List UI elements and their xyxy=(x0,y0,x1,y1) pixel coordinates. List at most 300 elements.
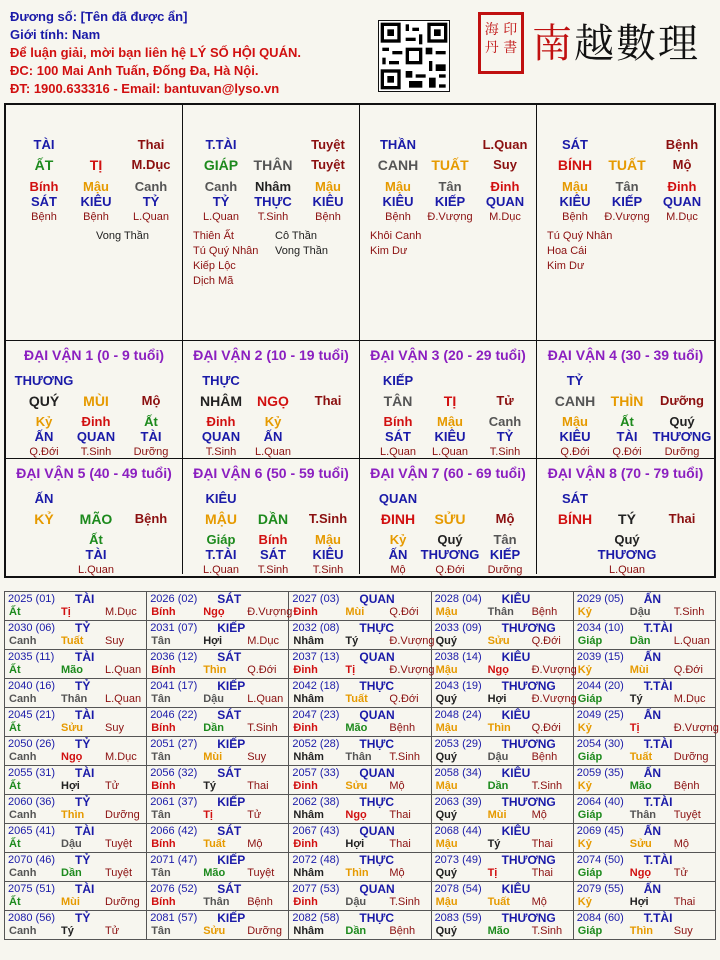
header-info xyxy=(10,8,301,98)
year-ten-god: THỰC xyxy=(359,911,394,925)
year-ten-god: THƯƠNG xyxy=(501,737,556,751)
year-stem: Đinh xyxy=(293,780,318,792)
palace-hidden-god-cell: SÁT xyxy=(31,194,57,209)
dv-hidden-stem-cell: Quý xyxy=(669,414,695,429)
year-label: 2035 (11) xyxy=(8,651,55,663)
dv-stem-branch-cell: MẬU xyxy=(205,511,237,527)
year-label: 2051 (27) xyxy=(150,738,198,750)
dv-phase-row xyxy=(183,444,359,460)
year-branch: Dần xyxy=(487,780,509,792)
year-branch: Ngọ xyxy=(61,751,83,763)
year-branch: Mùi xyxy=(629,664,649,676)
year-stem: Quý xyxy=(435,867,457,879)
palace-ten-god-cell: Tuyệt xyxy=(311,137,345,152)
palace-hidden-stem-cell: Mậu xyxy=(83,179,109,194)
year-label: 2048 (24) xyxy=(434,709,482,721)
year-cell xyxy=(5,650,147,679)
year-branch: Tý xyxy=(487,838,501,850)
palace-phase-cell: M.Dục xyxy=(489,211,521,223)
year-stem: Tân xyxy=(151,751,171,763)
dv-hidden-god-cell: SÁT xyxy=(385,429,411,444)
palace-ten-god-cell: SÁT xyxy=(562,137,588,152)
dv-stem-branch-cell: TÂN xyxy=(383,393,413,409)
year-phase: Q.Đới xyxy=(673,664,703,676)
year-label: 2075 (51) xyxy=(8,883,56,895)
year-label: 2066 (42) xyxy=(150,825,198,837)
year-stem: Đinh xyxy=(293,838,318,850)
dv-hidden-god-row xyxy=(6,547,182,563)
year-ten-god: KIẾP xyxy=(217,679,246,693)
year-phase: Tử xyxy=(247,809,262,821)
year-label: 2055 (31) xyxy=(8,767,56,779)
year-label: 2042 (18) xyxy=(292,680,340,692)
dv-ten-god-cell: THƯƠNG xyxy=(14,373,74,388)
year-branch: Hợi xyxy=(629,896,649,908)
year-label: 2059 (35) xyxy=(576,767,624,779)
dv-hidden-god-cell: ẤN xyxy=(34,429,54,444)
dv-ten-god-row xyxy=(360,491,536,507)
year-branch: Sửu xyxy=(487,635,510,647)
year-ten-god: ẤN xyxy=(643,824,662,838)
dv-hidden-god-cell: T.TÀI xyxy=(205,547,237,562)
palace-phase-cell: M.Dục xyxy=(666,211,698,223)
year-branch: Mão xyxy=(203,867,226,879)
year-row xyxy=(5,621,716,650)
year-label: 2032 (08) xyxy=(292,622,340,634)
year-stem: Mậu xyxy=(435,722,458,734)
year-branch: Hợi xyxy=(61,780,80,792)
year-cell xyxy=(573,795,715,824)
dv-phase-cell: Dưỡng xyxy=(487,564,523,576)
year-cell xyxy=(147,882,289,911)
year-phase: Thai xyxy=(247,780,269,792)
dv-ten-god-row xyxy=(537,491,714,507)
year-branch: Mùi xyxy=(487,809,507,821)
year-label: 2038 (14) xyxy=(434,651,482,663)
qr-code-icon[interactable] xyxy=(378,20,450,92)
dv-hidden-stem-row xyxy=(183,532,359,548)
palace-stem-branch-cell: TUẤT xyxy=(431,157,469,173)
year-label: 2052 (28) xyxy=(292,738,340,750)
year-phase: T.Sinh xyxy=(389,751,420,763)
palace-stem-branch-cell: M.Dục xyxy=(131,157,171,172)
palace-hidden-stem-row xyxy=(183,179,359,195)
palace-phase-cell: Đ.Vượng xyxy=(604,211,650,223)
year-stem: Giáp xyxy=(577,635,603,647)
year-label: 2046 (22) xyxy=(150,709,198,721)
palace-ten-god-cell: L.Quan xyxy=(482,137,528,152)
year-phase: Q.Đới xyxy=(389,606,419,618)
year-cell xyxy=(431,679,577,708)
dv-stem-branch-row xyxy=(6,393,182,409)
phone-email[interactable]: ĐT: 1900.633316 - Email: bantuvan@lyso.vn xyxy=(10,81,280,96)
dv-hidden-stem-cell: Bính xyxy=(383,414,413,429)
year-phase: T.Sinh xyxy=(531,925,563,937)
star-label: Tú Quý Nhân xyxy=(547,230,613,242)
palace-hidden-god-row xyxy=(537,194,714,210)
year-label: 2070 (46) xyxy=(8,854,56,866)
palace-hidden-stem-row xyxy=(537,179,714,195)
year-stem: Kỷ xyxy=(577,780,592,792)
dv-stem-branch-cell: NHÂM xyxy=(200,393,242,409)
year-phase: Dưỡng xyxy=(247,925,282,937)
year-ten-god: KIÊU xyxy=(501,824,531,838)
dai-van-title: ĐẠI VẬN 6 (50 - 59 tuổi) xyxy=(193,465,349,481)
year-phase: L.Quan xyxy=(673,635,710,647)
year-branch: Thìn xyxy=(487,722,511,734)
dv-stem-branch-cell: Mộ xyxy=(495,511,515,526)
year-cell xyxy=(431,650,577,679)
star-label: Vong Thần xyxy=(96,230,150,242)
year-branch: Thìn xyxy=(203,664,227,676)
year-stem: Canh xyxy=(9,925,37,937)
year-cell xyxy=(431,795,573,824)
year-phase: Dưỡng xyxy=(673,751,709,763)
year-phase: Q.Đới xyxy=(389,693,419,705)
year-cell xyxy=(289,650,435,679)
brand-logo xyxy=(478,10,713,70)
year-branch: Thìn xyxy=(61,809,85,821)
year-cell xyxy=(289,679,431,708)
brand-title xyxy=(532,12,700,69)
year-stem: Đinh xyxy=(293,664,318,676)
year-phase: M.Dục xyxy=(105,606,137,618)
year-ten-god: TỶ xyxy=(75,679,91,693)
year-phase: T.Sinh xyxy=(389,896,420,908)
year-row xyxy=(5,708,716,737)
year-branch: Tý xyxy=(203,780,217,792)
palace-grid xyxy=(4,103,716,578)
year-ten-god: SÁT xyxy=(217,592,242,606)
dv-stem-branch-cell: Bệnh xyxy=(134,511,168,526)
year-label: 2067 (43) xyxy=(292,825,340,837)
year-cell xyxy=(147,911,289,940)
dv-phase-row xyxy=(6,562,182,578)
year-row xyxy=(5,795,716,824)
year-label: 2058 (34) xyxy=(434,767,482,779)
year-branch: Thân xyxy=(629,809,657,821)
year-stem: Ất xyxy=(9,664,21,676)
palace-ten-god-cell: TÀI xyxy=(33,137,55,152)
star-label: Khôi Canh xyxy=(370,230,422,242)
dv-phase-cell: T.Sinh xyxy=(80,446,112,458)
year-ten-god: THƯƠNG xyxy=(501,679,556,693)
year-cell xyxy=(289,766,431,795)
dv-ten-god-cell: ẤN xyxy=(34,491,54,506)
year-phase: Bệnh xyxy=(531,606,558,618)
year-ten-god: TÀI xyxy=(75,708,95,722)
year-label: 2078 (54) xyxy=(434,883,482,895)
year-row xyxy=(5,853,716,882)
dv-hidden-stem-row xyxy=(360,532,536,548)
dv-hidden-god-row xyxy=(6,429,182,445)
year-cell xyxy=(147,824,289,853)
year-cell xyxy=(289,882,431,911)
year-stem: Giáp xyxy=(577,925,603,937)
year-stem: Nhâm xyxy=(293,925,324,937)
dv-phase-cell: T.Sinh xyxy=(257,564,289,576)
dv-hidden-god-cell: ẤN xyxy=(263,429,283,444)
year-stem: Giáp xyxy=(577,809,603,821)
palace-hidden-stem-row xyxy=(6,179,182,195)
year-phase: L.Quan xyxy=(247,693,284,705)
year-label: 2063 (39) xyxy=(434,796,482,808)
year-ten-god: KIÊU xyxy=(501,650,531,664)
year-branch: Dần xyxy=(345,925,367,937)
year-ten-god: ẤN xyxy=(643,882,662,896)
dv-phase-cell: L.Quan xyxy=(379,446,417,458)
dv-hidden-god-row xyxy=(537,547,714,563)
year-ten-god: KIÊU xyxy=(501,708,531,722)
dv-phase-cell: Dưỡng xyxy=(133,446,169,458)
year-phase: Bệnh xyxy=(673,780,700,792)
year-branch: Sửu xyxy=(629,838,652,850)
year-stem: Nhâm xyxy=(293,809,324,821)
palace-stem-branch-row xyxy=(537,157,714,173)
year-stem: Tân xyxy=(151,809,171,821)
year-row xyxy=(5,824,716,853)
year-branch: Mùi xyxy=(203,751,223,763)
dai-van-3 xyxy=(360,341,537,459)
year-label: 2072 (48) xyxy=(292,854,340,866)
palace-stem-branch-row xyxy=(183,157,359,173)
palace-ten-god-row xyxy=(537,137,714,153)
year-branch: Ngọ xyxy=(203,606,225,618)
year-label: 2045 (21) xyxy=(8,709,56,721)
year-branch: Mão xyxy=(629,780,652,792)
year-branch: Tý xyxy=(629,693,643,705)
dv-phase-row xyxy=(6,444,182,460)
palace-hidden-stem-cell: Tân xyxy=(615,179,639,194)
year-stem: Mậu xyxy=(435,606,458,618)
year-ten-god: TỶ xyxy=(75,911,91,925)
dv-hidden-stem-row xyxy=(6,414,182,430)
star-label: Kim Dư xyxy=(370,245,408,257)
palace-3 xyxy=(360,105,537,341)
year-branch: Ngọ xyxy=(629,867,652,879)
year-ten-god: QUAN xyxy=(359,592,395,606)
palace-hidden-god-cell: THỰC xyxy=(254,194,292,209)
dv-hidden-stem-cell: Kỷ xyxy=(264,414,282,429)
year-stem: Canh xyxy=(9,751,37,763)
palace-phase-cell: Bệnh xyxy=(315,211,341,223)
star-label: Thiên Ất xyxy=(193,230,234,242)
dv-hidden-stem-cell: Ất xyxy=(89,532,103,547)
dv-phase-row xyxy=(360,444,536,460)
dv-hidden-stem-cell: Mậu xyxy=(437,414,463,429)
year-label: 2082 (58) xyxy=(292,912,340,924)
year-branch: Hợi xyxy=(345,838,365,850)
palace-ten-god-row xyxy=(360,137,536,153)
dv-hidden-stem-cell: Kỷ xyxy=(389,532,407,547)
dv-hidden-stem-cell: Mậu xyxy=(315,532,341,547)
year-ten-god: SÁT xyxy=(217,650,242,664)
dv-ten-god-row xyxy=(183,373,359,389)
year-stem: Canh xyxy=(9,809,37,821)
dv-hidden-stem-row xyxy=(6,532,182,548)
dv-hidden-god-row xyxy=(537,429,714,445)
year-phase: Đ.Vượng xyxy=(389,664,435,676)
year-phase: Suy xyxy=(105,722,124,734)
year-branch: Dậu xyxy=(345,896,367,908)
palace-phase-cell: T.Sinh xyxy=(257,211,289,223)
palace-stars xyxy=(370,229,421,259)
dv-stem-branch-cell: BÍNH xyxy=(557,511,593,527)
year-cell xyxy=(5,882,147,911)
palace-phase-cell: Bệnh xyxy=(31,211,57,223)
year-ten-god: TÀI xyxy=(75,650,95,664)
year-label: 2036 (12) xyxy=(150,651,198,663)
year-label: 2080 (56) xyxy=(8,912,56,924)
dv-hidden-god-cell: KIÊU xyxy=(559,429,591,444)
year-cell xyxy=(289,621,435,650)
palace-phase-row xyxy=(537,209,714,225)
year-stem: Tân xyxy=(151,693,171,705)
year-ten-god: KIÊU xyxy=(501,882,531,896)
year-label: 2026 (02) xyxy=(150,593,198,605)
year-stem: Mậu xyxy=(435,838,458,850)
year-branch: Thân xyxy=(203,896,230,908)
palace-stem-branch-cell: TỊ xyxy=(89,157,103,173)
year-phase: Đ.Vượng xyxy=(531,693,577,705)
year-branch: Thân xyxy=(487,606,514,618)
year-cell xyxy=(5,679,147,708)
year-phase: Bệnh xyxy=(389,925,416,937)
dv-hidden-stem-cell: Canh xyxy=(488,414,522,429)
year-stem: Ất xyxy=(9,838,21,850)
year-ten-god: THỰC xyxy=(359,853,394,867)
year-phase: Tử xyxy=(105,925,120,937)
dv-stem-branch-cell: Thai xyxy=(314,393,342,408)
year-label: 2062 (38) xyxy=(292,796,340,808)
palace-phase-cell: Bệnh xyxy=(562,211,588,223)
palace-hidden-god-cell: KIẾP xyxy=(611,194,643,209)
year-phase: T.Sinh xyxy=(247,722,278,734)
year-label: 2057 (33) xyxy=(292,767,340,779)
year-stem: Nhâm xyxy=(293,867,324,879)
year-branch: Tị xyxy=(203,809,213,821)
dai-van-7 xyxy=(360,459,537,574)
dv-hidden-stem-cell: Quý xyxy=(614,532,640,547)
year-stem: Kỷ xyxy=(577,838,592,850)
year-phase: Đ.Vượng xyxy=(531,664,577,676)
year-label: 2056 (32) xyxy=(150,767,198,779)
dv-hidden-stem-cell: Giáp xyxy=(206,532,236,547)
year-phase: Tử xyxy=(105,780,120,792)
year-stem: Mậu xyxy=(435,780,458,792)
dv-stem-branch-row xyxy=(183,511,359,527)
palace-hidden-god-cell: QUAN xyxy=(662,194,702,209)
dv-hidden-god-cell: THƯƠNG xyxy=(652,429,712,444)
dv-hidden-god-row xyxy=(360,429,536,445)
dv-hidden-god-cell: THƯƠNG xyxy=(597,547,657,562)
palace-ten-god-cell: THẦN xyxy=(379,137,417,152)
dv-hidden-god-cell: KIẾP xyxy=(489,547,521,562)
dv-hidden-stem-cell: Ất xyxy=(620,414,634,429)
dv-ten-god-row xyxy=(6,491,182,507)
dv-stem-branch-cell: TÝ xyxy=(618,511,636,527)
year-ten-god: THƯƠNG xyxy=(501,911,556,925)
dai-van-2 xyxy=(183,341,360,459)
year-stem: Đinh xyxy=(293,606,318,618)
palace-phase-cell: Bệnh xyxy=(83,211,109,223)
year-stem: Kỷ xyxy=(577,664,592,676)
year-stem: Canh xyxy=(9,635,37,647)
year-label: 2053 (29) xyxy=(434,738,482,750)
palace-ten-god-cell: Thai xyxy=(137,137,165,152)
year-ten-god: SÁT xyxy=(217,882,242,896)
year-label: 2049 (25) xyxy=(576,709,624,721)
dv-hidden-god-row xyxy=(360,547,536,563)
year-cell xyxy=(5,824,147,853)
year-cell xyxy=(431,592,573,621)
year-branch: Sửu xyxy=(345,780,368,792)
year-stem: Quý xyxy=(435,751,457,763)
star-label: Kiếp Lộc xyxy=(193,260,236,272)
dv-stem-branch-cell: ĐINH xyxy=(380,511,416,527)
palace-stars xyxy=(193,229,258,289)
year-label: 2044 (20) xyxy=(576,680,624,692)
seal-stamp: 海 印 丹 書 xyxy=(478,12,524,74)
year-branch: Thân xyxy=(345,751,372,763)
year-branch: Sửu xyxy=(203,925,226,937)
dv-ten-god-row xyxy=(360,373,536,389)
year-label: 2047 (23) xyxy=(292,709,340,721)
year-cell xyxy=(289,708,431,737)
palace-stem-branch-cell: BÍNH xyxy=(557,157,593,173)
year-ten-god: ẤN xyxy=(643,766,662,780)
year-stem: Mậu xyxy=(435,896,458,908)
dai-van-title: ĐẠI VẬN 2 (10 - 19 tuổi) xyxy=(193,347,349,363)
year-phase: Q.Đới xyxy=(247,664,277,676)
dv-stem-branch-row xyxy=(183,393,359,409)
year-stem: Ất xyxy=(9,780,21,792)
year-ten-god: QUAN xyxy=(359,882,395,896)
palace-phase-cell: L.Quan xyxy=(132,211,170,223)
dv-hidden-stem-row xyxy=(537,532,714,548)
year-cell xyxy=(5,795,147,824)
year-ten-god: T.TÀI xyxy=(643,795,673,809)
year-label: 2029 (05) xyxy=(576,593,624,605)
year-ten-god: T.TÀI xyxy=(643,737,673,751)
dv-stem-branch-cell: TỊ xyxy=(443,393,457,409)
year-ten-god: THƯƠNG xyxy=(501,621,556,635)
year-branch: Mùi xyxy=(345,606,365,618)
palace-hidden-stem-cell: Mậu xyxy=(562,179,588,194)
year-cell xyxy=(147,621,289,650)
year-branch: Hợi xyxy=(203,635,223,647)
dv-hidden-god-cell: KIÊU xyxy=(434,429,466,444)
dai-van-4 xyxy=(537,341,714,459)
dv-hidden-stem-cell: Quý xyxy=(437,532,463,547)
year-cell xyxy=(147,766,289,795)
palace-ten-god-cell: T.TÀI xyxy=(205,137,237,152)
year-ten-god: QUAN xyxy=(359,766,395,780)
year-phase: Tuyệt xyxy=(105,867,133,879)
dv-phase-cell: L.Quan xyxy=(608,564,646,576)
dv-phase-cell: Mộ xyxy=(390,564,406,576)
palace-hidden-god-cell: TỶ xyxy=(212,194,230,209)
year-ten-god: ẤN xyxy=(643,650,662,664)
palace-phase-row xyxy=(183,209,359,225)
year-label: 2076 (52) xyxy=(150,883,198,895)
palace-stem-branch-row xyxy=(6,157,182,173)
dv-phase-cell: L.Quan xyxy=(202,564,240,576)
year-label: 2030 (06) xyxy=(8,622,56,634)
year-cell xyxy=(431,708,573,737)
year-ten-god: T.TÀI xyxy=(643,911,673,925)
dv-hidden-god-cell: TÀI xyxy=(616,429,638,444)
